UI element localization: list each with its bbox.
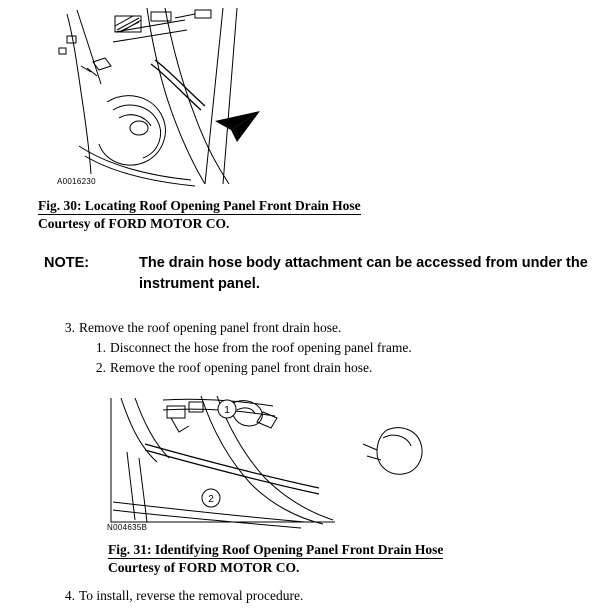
step-number: 2. bbox=[95, 360, 106, 375]
figure-31-illustration bbox=[105, 392, 465, 532]
step-text: To install, reverse the removal procedure. bbox=[79, 588, 304, 603]
note-label: NOTE: bbox=[44, 255, 90, 271]
procedure-steps-tail bbox=[0, 586, 616, 606]
figure-31-callout-1 bbox=[218, 400, 236, 418]
figure-31-caption-title: Fig. 31: Identifying Roof Opening Panel Front Drain Hose bbox=[108, 542, 444, 557]
figure-31-caption bbox=[108, 542, 443, 576]
step-number: 4. bbox=[64, 588, 75, 603]
step-text: Remove the roof opening panel front drain hose. bbox=[110, 360, 373, 375]
figure-30-caption-title: Fig. 30: Locating Roof Opening Panel Front Drain Hose bbox=[38, 198, 361, 213]
step-text: Remove the roof opening panel front drain hose. bbox=[79, 320, 342, 335]
figure-31-code: N004635B bbox=[107, 523, 148, 532]
callout-arrow-icon bbox=[215, 111, 260, 142]
svg-text:2: 2 bbox=[208, 494, 214, 505]
list-item bbox=[0, 338, 616, 357]
figure-31-caption-courtesy: Courtesy of FORD MOTOR CO. bbox=[108, 560, 300, 575]
list-item bbox=[0, 318, 616, 337]
note-text: The drain hose body attachment can be accessed from under the instrument panel. bbox=[139, 255, 588, 292]
procedure-steps bbox=[0, 318, 616, 378]
figure-30-illustration bbox=[55, 6, 305, 188]
step-number: 3. bbox=[64, 320, 75, 335]
figure-31-callout-2 bbox=[202, 489, 220, 507]
list-item bbox=[0, 586, 616, 605]
step-number: 1. bbox=[95, 340, 106, 355]
figure-30-code: A0016230 bbox=[57, 177, 96, 186]
figure-30-caption-courtesy: Courtesy of FORD MOTOR CO. bbox=[38, 216, 230, 231]
figure-30-caption bbox=[38, 198, 361, 232]
note-block bbox=[44, 253, 604, 295]
step-text: Disconnect the hose from the roof opening panel frame. bbox=[110, 340, 412, 355]
svg-text:1: 1 bbox=[224, 405, 230, 416]
list-item bbox=[0, 358, 616, 377]
